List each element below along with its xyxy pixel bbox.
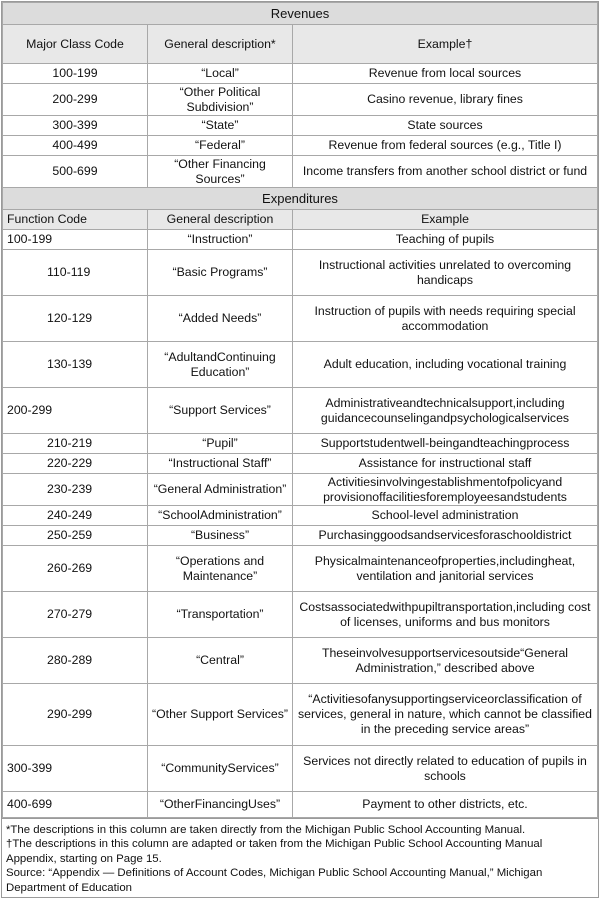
row-code: 280-289	[3, 638, 148, 684]
revenues-section-header	[3, 3, 598, 25]
row-example: Revenue from federal sources (e.g., Title I)	[293, 136, 598, 156]
row-code: 240-249	[3, 506, 148, 526]
row-description: “Operations and Maintenance”	[148, 546, 293, 592]
row-code: 110-119	[3, 250, 148, 296]
row-description: “OtherFinancingUses”	[148, 792, 293, 818]
row-example: Supportstudentwell-beingandteachingprocess	[293, 434, 598, 454]
table-row	[3, 546, 598, 592]
row-example: Casino revenue, library fines	[293, 84, 598, 116]
row-example: Activitiesinvolvingestablishmentofpolicyand provisionoffacilitiesforemployeesandstudents	[293, 474, 598, 506]
expenditures-title: Expenditures	[3, 188, 598, 210]
row-code: 200-299	[3, 84, 148, 116]
table-row	[3, 592, 598, 638]
row-code: 100-199	[3, 64, 148, 84]
row-example: Instructional activities unrelated to overcoming handicaps	[293, 250, 598, 296]
row-description: “Added Needs”	[148, 296, 293, 342]
row-example: Theseinvolvesupportservicesoutside“General Administration,” described above	[293, 638, 598, 684]
table-row	[3, 792, 598, 818]
row-example: Physicalmaintenanceofproperties,includingheat, ventilation and janitorial services	[293, 546, 598, 592]
table-row	[3, 388, 598, 434]
row-code: 400-699	[3, 792, 148, 818]
source-note: Source: “Appendix — Definitions of Account Codes, Michigan Public School Accounting Manual,” Michigan Department of Education	[6, 867, 543, 894]
table-row	[3, 296, 598, 342]
row-code: 500-699	[3, 156, 148, 188]
row-code: 200-299	[3, 388, 148, 434]
row-example: “Activitiesofanysupportingserviceorclassification of services, general in nature, which cannot be classified in the preceding service areas”	[293, 684, 598, 746]
row-code: 220-229	[3, 454, 148, 474]
table-row	[3, 638, 598, 684]
table-row	[3, 64, 598, 84]
row-code: 300-399	[3, 116, 148, 136]
row-description: “Other Political Subdivision”	[148, 84, 293, 116]
column-header-code: Function Code	[3, 210, 148, 230]
row-code: 270-279	[3, 592, 148, 638]
row-example: Payment to other districts, etc.	[293, 792, 598, 818]
row-example: Services not directly related to education of pupils in schools	[293, 746, 598, 792]
row-description: “Federal”	[148, 136, 293, 156]
row-code: 130-139	[3, 342, 148, 388]
row-description: “Basic Programs”	[148, 250, 293, 296]
table-row	[3, 684, 598, 746]
table-row	[3, 526, 598, 546]
account-codes-table-wrapper	[1, 1, 599, 898]
row-description: “Business”	[148, 526, 293, 546]
expenditures-section-header	[3, 188, 598, 210]
table-row	[3, 454, 598, 474]
row-example: Administrativeandtechnicalsupport,including guidancecounselingandpsychologicalservices	[293, 388, 598, 434]
row-description: “General Administration”	[148, 474, 293, 506]
table-row	[3, 250, 598, 296]
account-codes-table	[2, 2, 598, 818]
footnote-asterisk: *The descriptions in this column are taken directly from the Michigan Public School Accounting Manual.	[6, 824, 526, 836]
row-description: “Other Support Services”	[148, 684, 293, 746]
row-description: “Other Financing Sources”	[148, 156, 293, 188]
row-description: “State”	[148, 116, 293, 136]
revenues-column-headers	[3, 25, 598, 64]
row-code: 400-499	[3, 136, 148, 156]
row-example: Instruction of pupils with needs requiring special accommodation	[293, 296, 598, 342]
row-description: “Pupil”	[148, 434, 293, 454]
row-description: “Central”	[148, 638, 293, 684]
expenditures-column-headers	[3, 210, 598, 230]
row-example: School-level administration	[293, 506, 598, 526]
row-description: “Support Services”	[148, 388, 293, 434]
footnotes	[2, 818, 598, 897]
column-header-desc: General description*	[148, 25, 293, 64]
row-example: State sources	[293, 116, 598, 136]
row-description: “SchoolAdministration”	[148, 506, 293, 526]
row-example: Teaching of pupils	[293, 230, 598, 250]
table-row	[3, 156, 598, 188]
table-row	[3, 434, 598, 454]
column-header-example: Example†	[293, 25, 598, 64]
row-example: Purchasinggoodsandservicesforaschooldistrict	[293, 526, 598, 546]
row-code: 230-239	[3, 474, 148, 506]
footnote-dagger: †The descriptions in this column are adapted or taken from the Michigan Public School Accounting Manual Appendix, starting on Page 15.	[6, 838, 543, 865]
column-header-desc: General description	[148, 210, 293, 230]
row-description: “CommunityServices”	[148, 746, 293, 792]
row-code: 210-219	[3, 434, 148, 454]
revenues-title: Revenues	[3, 3, 598, 25]
row-description: “Local”	[148, 64, 293, 84]
table-row	[3, 116, 598, 136]
row-code: 290-299	[3, 684, 148, 746]
column-header-example: Example	[293, 210, 598, 230]
row-description: “Instructional Staff”	[148, 454, 293, 474]
row-description: “AdultandContinuing Education”	[148, 342, 293, 388]
row-example: Assistance for instructional staff	[293, 454, 598, 474]
row-code: 300-399	[3, 746, 148, 792]
column-header-code: Major Class Code	[3, 25, 148, 64]
row-code: 100-199	[3, 230, 148, 250]
row-description: “Instruction”	[148, 230, 293, 250]
row-example: Costsassociatedwithpupiltransportation,including cost of licenses, uniforms and bus monitors	[293, 592, 598, 638]
row-description: “Transportation”	[148, 592, 293, 638]
row-code: 120-129	[3, 296, 148, 342]
row-code: 260-269	[3, 546, 148, 592]
table-row	[3, 506, 598, 526]
table-row	[3, 474, 598, 506]
table-row	[3, 136, 598, 156]
table-row	[3, 342, 598, 388]
table-row	[3, 746, 598, 792]
row-code: 250-259	[3, 526, 148, 546]
row-example: Income transfers from another school district or fund	[293, 156, 598, 188]
table-row	[3, 230, 598, 250]
table-row	[3, 84, 598, 116]
row-example: Revenue from local sources	[293, 64, 598, 84]
row-example: Adult education, including vocational training	[293, 342, 598, 388]
